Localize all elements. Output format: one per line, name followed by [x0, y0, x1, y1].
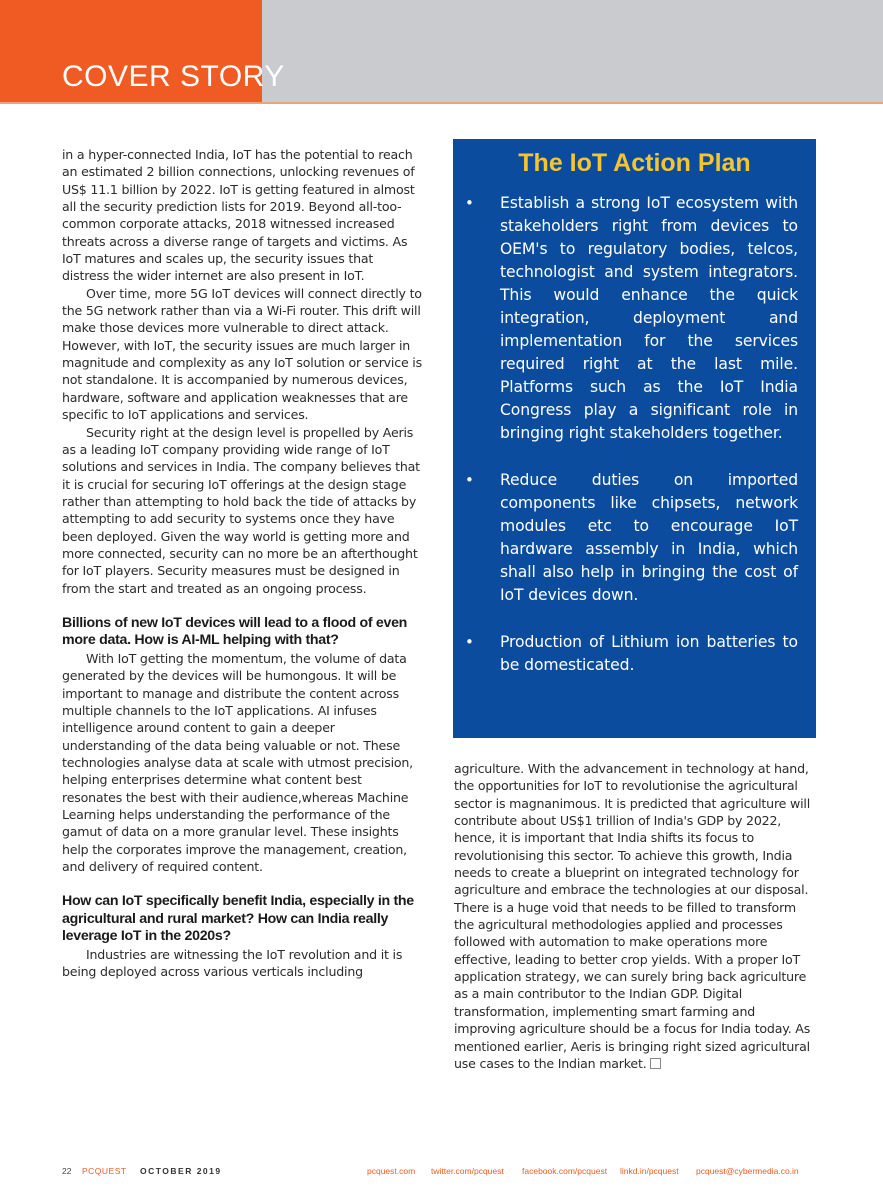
header-gray-block	[262, 0, 883, 102]
question-heading-ai-ml: Billions of new IoT devices will lead to a flood of even more data. How is AI-ML helping with that?	[62, 614, 408, 649]
footer-brand: PCQUEST	[82, 1166, 127, 1176]
action-plan-item-ecosystem: • Establish a strong IoT ecosystem with stakeholders right from devices to OEM's to regulatory bodies, telcos, technologist and system integrators. This would enhance the quick integration, deployment and implementation for the services required right at the last mile. Platforms such as the IoT India Congress play a significant role in bringing right stakeholders together.	[453, 192, 816, 445]
section-label: COVER STORY	[62, 60, 285, 93]
intro-paragraph-1: in a hyper-connected India, IoT has the potential to reach an estimated 2 billion connections, unlocking revenues of US$ 11.1 billion by 2022. IoT is getting featured in almost all the security prediction lists for 2019. Beyond all-too-common corporate attacks, 2018 witnessed increased threats across a diverse range of targets and victims. As IoT matures and scales up, the security issues that distress the wider internet are also present in IoT.	[62, 147, 415, 284]
action-plan-item-duties: • Reduce duties on imported components like chipsets, network modules etc to encourage IoT hardware assembly in India, which shall also help in bringing the cost of IoT devices down.	[453, 469, 816, 607]
right-column	[454, 760, 818, 1072]
intro-paragraph-3: Security right at the design level is propelled by Aeris as a leading IoT company providing wide range of IoT solutions and services in India. The company believes that it is crucial for securing IoT offerings at the design stage rather than attempting to hold back the tide of attacks by attempting to add security to systems once they have been deployed. Given the way world is getting more and more connected, security can no more be an afterthought for IoT players. Security measures must be designed in from the start and treated as an ongoing process.	[62, 424, 420, 596]
page-footer	[62, 1164, 822, 1178]
footer-link-email[interactable]: pcquest@cybermedia.co.in	[696, 1166, 799, 1176]
intro-paragraph-2: Over time, more 5G IoT devices will connect directly to the 5G network rather than via a Wi-Fi router. This drift will make those devices more vulnerable to direct attack. However, with IoT, the security issues are much larger in magnitude and complexity as any IoT solution or service is not standalone. It is accompanied by numerous devices, hardware, software and application weaknesses that are specific to IoT applications and services.	[62, 285, 422, 423]
iot-action-plan-box	[453, 139, 816, 738]
page-number: 22	[62, 1166, 72, 1176]
action-plan-list	[453, 192, 816, 677]
spacer	[62, 875, 424, 893]
question-heading-agriculture: How can IoT specifically benefit India, especially in the agricultural and rural market? How can India really leverage IoT in the 2020s?	[62, 893, 414, 945]
answer-agriculture-continued-text: agriculture. With the advancement in technology at hand, the opportunities for IoT to revolutionise the agricultural sector is magnanimous. It is predicted that agriculture will contribute about US$1 trillion of India's GDP by 2022, hence, it is important that India shifts its focus to revolutionising this sector. To achieve this growth, India needs to create a blueprint on integrated technology for agriculture and embrace the technologies at our disposal. There is a huge void that needs to be filled to transform the agricultural methodologies applied and processes followed with automation to make operations more effective, leading to better crop yields. With a proper IoT application strategy, we can surely bring back agriculture as a main contributor to the Indian GDP. Digital transformation, implementing smart farming and improving agriculture should be a focus for India today. As mentioned earlier, Aeris is bringing right sized agricultural use cases to the Indian market.	[454, 761, 811, 1071]
answer-agriculture-start: Industries are witnessing the IoT revolution and it is being deployed across various verticals including	[62, 946, 403, 980]
spacer	[62, 597, 424, 615]
header-divider	[0, 102, 883, 104]
action-plan-title: The IoT Action Plan	[518, 149, 751, 177]
left-column	[62, 146, 424, 981]
end-of-article-icon	[650, 1058, 661, 1069]
action-plan-item-batteries: • Production of Lithium ion batteries to be domesticated.	[453, 631, 816, 677]
footer-issue: OCTOBER 2019	[140, 1166, 222, 1176]
footer-link-website[interactable]: pcquest.com	[367, 1166, 416, 1176]
answer-ai-ml: With IoT getting the momentum, the volume of data generated by the devices will be humongous. It will be important to manage and distribute the content across multiple channels to the IoT applications. AI infuses intelligence around content to gain a deeper understanding of the data being valuable or not. These technologies analyse data at scale with utmost precision, helping enterprises determine what content best resonates the best with their audience,whereas Machine Learning helps understanding the performance of the gamut of data on a more granular level. These insights help the corporates improve the management, creation, and delivery of required content.	[62, 650, 413, 875]
footer-link-twitter[interactable]: twitter.com/pcquest	[431, 1166, 504, 1176]
footer-link-facebook[interactable]: facebook.com/pcquest	[522, 1166, 608, 1176]
footer-link-linkedin[interactable]: linkd.in/pcquest	[620, 1166, 679, 1176]
answer-agriculture-continued	[454, 760, 818, 1072]
